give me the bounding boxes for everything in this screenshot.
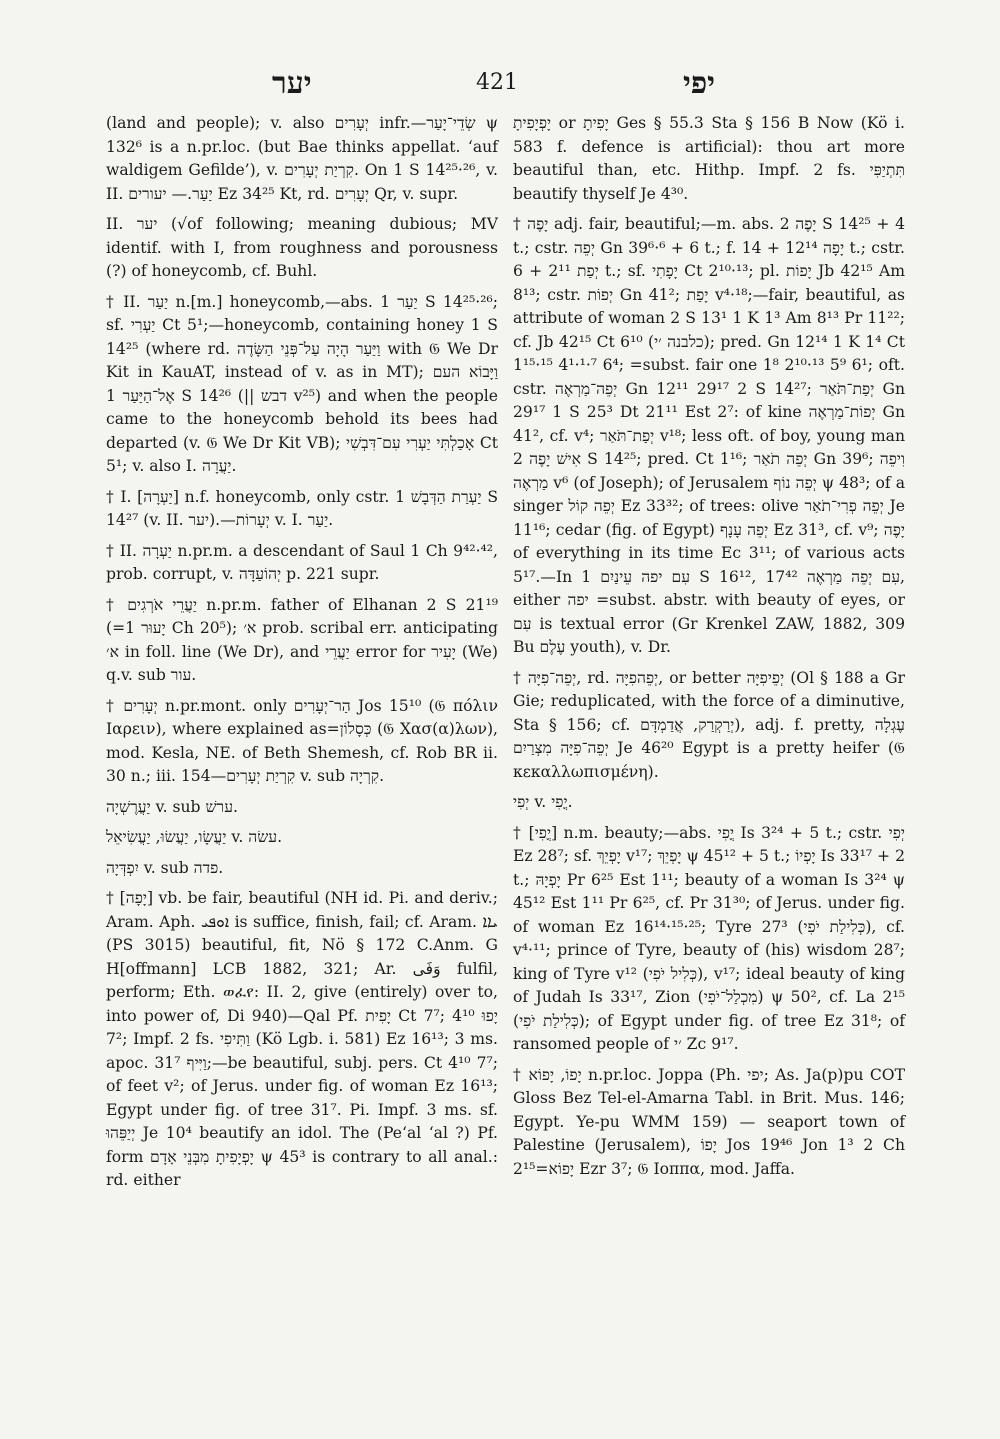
running-head-right: יפי: [683, 66, 716, 101]
entry-yaar-honeycomb: † II. יַעַר n.[m.] honeycomb,—abs. יַעַר 1 S 14²⁵·²⁶; sf. יַעְרִי Ct 5¹;—honeycomb, containing honey 1 S 14²⁵ (where rd. וַיַּעַר הָיָה עַל־פְּנֵי הַשָּׂדֶה with 𝔊 We Dr Kit in KauAT, instead of v. as in MT); וַיָּבוֹא העם אֶל־הַיַּעַר 1 S 14²⁶ (|| דבש v²⁵) and when the people came to the honeycomb behold its bees had departed (v. 𝔊 We Dr Kit VB); אָכַלְתִּי יַעְרִי עִם־דִּבְשִׁי Ct 5¹; v. also I. יַעֲרָה.: [106, 292, 499, 475]
entry-yaarah-i: † I. [יַעְרָה] n.f. honeycomb, only cstr. יַעְרַת הַדְּבָשׁ 1 S 14²⁷ (v. II. יער).—יְעָרוֹת v. I. יַעַר.: [106, 487, 499, 529]
entry-yephehphiyyah: † יְפֵה־פִיָּה, rd. יְפֵהפִיָּה, or better יְפֵיפִיָּה (Ol § 188 a Gr Gie; reduplicated, with the force of a diminutive, Sta § 156; cf. יְרַקְרַק, אֲדַמְדָּם), adj. f. pretty, עֶגְלָה יְפֵה־פִיָּה מִצְרַיִם Je 46²⁰ Egypt is a pretty heifer (𝔊 κεκαλλωπισμένη).: [513, 668, 905, 781]
entry-yaare-oregim: † יַעֲרֵי אֹרְגִים n.pr.m. father of Elhanan 2 S 21¹⁹ (=יָעוּר 1 Ch 20⁵); א׳ prob. scribal err. anticipating א׳ in foll. line (We Dr), and יַעֲרֵי error for יָעִיר (We) q.v. sub עור.: [106, 595, 498, 684]
entry-yephi-crossref: יְפִי v. יֳפִי.: [513, 793, 573, 811]
entry-yaphah-verb: † [יָפָה] vb. be fair, beautiful (NH id. Pi. and deriv.; Aram. Aph. ܐܘܦܝ is suffice, finish, fail; cf. Aram. ܝܐܐ (PS 3015) beautiful, fit, Nö § 172 C.Anm. G H[offmann] LCB 1882, 321; Ar. وَفَى fulfil, perform; Eth. ወፈየ: II. 2, give (entirely) over to, into power of, Di 940)—Qal Pf. יָפִית Ct 7⁷; יָפוּ 4¹⁰ 7²; Impf. 2 fs. וַתִּיפִי (Kö Lgb. i. 581) Ez 16¹³; 3 ms. apoc. וַיִּיף 31⁷;—be beautiful, subj. pers. Ct 4¹⁰ 7⁷; of feet v²; of Jerus. under fig. of woman Ez 16¹³; Egypt under fig. of tree 31⁷. Pi. Impf. 3 ms. sf. יְיַפֵּהוּ Je 10⁴ beautify an idol. The (Pe‘al ‘al ?) Pf. form יָפְיָפִיתָ מִבְּנֵי אָדָם ψ 45³ is contrary to all anal.: rd. either: [106, 889, 499, 1189]
entry-yapho-joppa: † יָפוֹ, יָפוֹא n.pr.loc. Joppa (Ph. יפי; As. Ja(p)pu COT Gloss Bez Tel-el-Amarna Tabl. in Brit. Mus. 146; Egypt. Ye-pu WMM 159) — seaport town of Palestine (Jerusalem), יָפוֹ Jos 19⁴⁶ Jon 1³ 2 Ch 2¹⁵=יָפוֹא Ezr 3⁷; 𝔊 Ιοππα, mod. Jaffa.: [513, 1065, 905, 1178]
running-head-left: יער: [272, 66, 312, 101]
left-column: [106, 112, 498, 1200]
entry-yaar-root-ii: II. יער (√of following; meaning dubious; MV identif. with I, from roughness and porousness (?) of honeycomb, cf. Buhl.: [106, 215, 498, 280]
entry-yophi-beauty: † [יֳפִי] n.m. beauty;—abs. יֳפִי Is 3²⁴ + 5 t.; cstr. יְפִי Ez 28⁷; sf. יָפְיֵךְ v¹⁷; יָפְיֵךְ ψ 45¹² + 5 t.; יָפְיוֹ Is 33¹⁷ + 2 t.; יָפְיָהּ Pr 6²⁵ Est 1¹¹; beauty of a woman Is 3²⁴ ψ 45¹² Est 1¹¹ Pr 6²⁵, cf. Pr 31³⁰; of Jerus. under fig. of woman Ez 16¹⁴·¹⁵·²⁵; Tyre 27³ (כְּלִילַת יֹפִי), cf. v⁴·¹¹; prince of Tyre, beauty of (his) wisdom 28⁷; king of Tyre v¹² (כְּלִיל יֹפִי), v¹⁷; ideal beauty of king of Judah Is 33¹⁷, Zion (מִכְלַל־יֹפִי) ψ 50², cf. La 2¹⁵ (כְּלִילַת יֹפִי); of Egypt under fig. of tree Ez 31⁸; of ransomed people of ׳י Zc 9¹⁷.: [513, 823, 906, 1053]
page-number: 421: [476, 70, 518, 95]
entry-yiphdeyah: יִפְדְּיָה v. sub פדה.: [106, 858, 224, 877]
entry-yapheh-adj: † יָפֶה adj. fair, beautiful;—m. abs. יָפֶה 2 S 14²⁵ + 4 t.; cstr. יְפֵה Gn 39⁶·⁶ + 6 t.; f. יָפָה 12¹⁴ + 14 t.; cstr. יְפַת 2¹¹ + 6 t.; sf. יָפָתִי Ct 2¹⁰·¹³; pl. יָפוֹת Jb 42¹⁵ Am 8¹³; cstr. יְפוֹת Gn 41²; יָפַת v⁴·¹⁸;—fair, beautiful, as attribute of woman 2 S 13¹ 1 K 1³ Am 8¹³ Pr 11²²; cf. Jb 42¹⁵ Ct 6¹⁰ (כלבנה ׳י); pred. Gn 12¹⁴ 1 K 1⁴ Ct 1¹⁵·¹⁵ 4¹·¹·⁷ 6⁴; =subst. fair one 1⁸ 2¹⁰·¹³ 5⁹ 6¹; oft. cstr. יְפֵה־מַרְאֶה Gn 12¹¹ 29¹⁷ 2 S 14²⁷; יְפַת־תֹּאַר Gn 29¹⁷ 1 S 25³ Dt 21¹¹ Est 2⁷: of kine יְפוֹת־מַרְאֶה Gn 41², cf. v⁴; יְפַת־תֹּאַר v¹⁸; less oft. of boy, young man אִישׁ יָפֶה 2 S 14²⁵; pred. Ct 1¹⁶; יְפֵה תֹאַר Gn 39⁶; וִיפֵה מַרְאֶה v⁶ (of Joseph); of Jerusalem יְפֵה נוֹף ψ 48³; of a singer יְפֵה קוֹל Ez 33³²; of trees: olive יְפֵה פְרִי־תֹאַר Je 11¹⁶; cedar (fig. of Egypt) יְפֵה עָנָף Ez 31³, cf. v⁹; יָפֶה of everything in its time Ec 3¹¹; of various acts 5¹⁷.—In עִם יפה עֵינַיִם 1 S 16¹², עִם יְפֵה מַרְאֶה 17⁴², either יפה =subst. abstr. with beauty of eyes, or עִם is textual error (Gr Krenkel ZAW, 1882, 309 Bu עֶלֶם youth), v. Dr.: [513, 215, 906, 656]
entry-yaasiel: יַעֲשָׂו, יַעֲשׂוּ, יַעֲשִׂיאֵל v. עשׂה.: [106, 828, 283, 846]
entry-yearim: † יְעָרִים n.pr.mont. only הַר־יְעָרִים Jos 15¹⁰ (𝔊 πόλιν Ιαρειν), where explained as=כְּסָלוֹן (𝔊 Χασ(α)λων), mod. Kesla, NE. of Beth Shemesh, cf. Rob BR ii. 30 n.; iii. 154—קִרְיַת יְעָרִים v. sub קִרְיָה.: [106, 696, 498, 785]
entry-yaphah-continuation: יָפְיָפִיתָ or יָפִיתָ Ges § 55.3 Sta § 156 B Now (Kö i. 583 f. defence is artificial): thou art more beautiful than, etc. Hithp. Impf. 2 fs. תִּתְיַפִּי beautify thyself Je 4³⁰.: [513, 114, 905, 203]
entry-yaareshyah: יַעֲרֶשְׁיָה v. sub ערשׁ.: [106, 797, 239, 816]
entry-yaar-continuation: (land and people); v. also יְעָרִים infr.—שְׂדֵי־יָעַר ψ 132⁶ is a n.pr.loc. (but Bae thinks appellat. ‘auf waldigem Gefilde’), v. קִרְיַת יְעָרִים. On 1 S 14²⁵·²⁶, v. II. יַעַר.— יעורים Ez 34²⁵ Kt, rd. יְעָרִים Qr, v. supr.: [106, 114, 498, 203]
right-column: [513, 112, 905, 1188]
entry-yaarah-ii: † II. יַעְרָה n.pr.m. a descendant of Saul 1 Ch 9⁴²·⁴², prob. corrupt, v. יְהוֹעַדָּה p. 221 supr.: [106, 541, 498, 583]
